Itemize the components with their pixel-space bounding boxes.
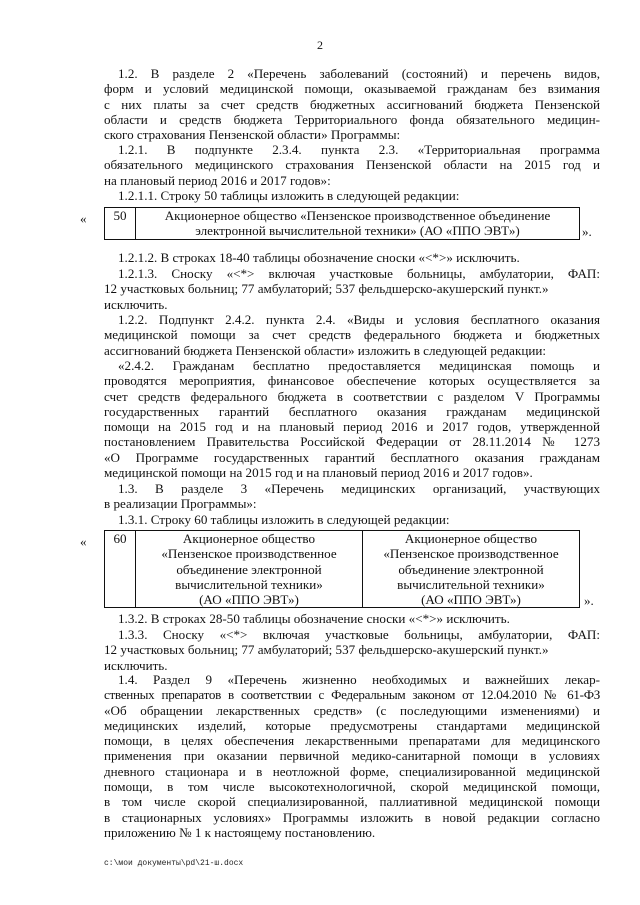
file-path-footer: c:\мои документы\pd\21-ш.docx xyxy=(104,859,244,868)
page-number: 2 xyxy=(317,38,323,52)
paragraph-1-3: 1.3. В разделе 3 «Перечень медицинских организаций, участвующих в реализации Программы»: xyxy=(104,481,600,512)
table-row-60: « 60 Акционерное общество «Пензенское производственное объединение электронной вычислительной техники» (АО «ППО ЭВТ») Акционерное общество «Пензенское производственное объединение электронной вычислительной техники» (АО «ППО ЭВТ») ». xyxy=(80,531,594,609)
organization-cell: Акционерное общество «Пензенское производственное объединение электронной вычислительной техники» (АО «ППО ЭВТ») xyxy=(136,208,580,240)
paragraph-1-2-1: 1.2.1. В подпункте 2.3.4. пункта 2.3. «Территориальная программа обязательного медицинского страхования Пензенской области на 2015 год и на плановый период 2016 и 2017 годов»: xyxy=(104,142,600,188)
row-number-cell: 50 xyxy=(105,208,136,240)
row-number-cell: 60 xyxy=(105,531,136,608)
paragraph-1-2-1-1: 1.2.1.1. Строку 50 таблицы изложить в следующей редакции: xyxy=(118,188,460,203)
organization-cell: Акционерное общество «Пензенское производственное объединение электронной вычислительной техники» (АО «ППО ЭВТ») xyxy=(363,531,580,608)
paragraph-1-2-1-3: 1.2.1.3. Сноску «<*> включая участковые больницы, амбулатории, ФАП: 12 участковых больниц; 77 амбулаторий; 537 фельдшерско-акушерский пункт.» исключить. xyxy=(104,266,600,312)
table-row-50: « 50 Акционерное общество «Пензенское производственное объединение электронной вычислительной техники» (АО «ППО ЭВТ») ». xyxy=(80,208,592,240)
paragraph-1-2-2: 1.2.2. Подпункт 2.4.2. пункта 2.4. «Виды и условия бесплатного оказания медицинской помощи за счет средств федерального бюджета и бюджетных ассигнований бюджета Пензенской области» изложить в следующей редакции: xyxy=(104,312,600,358)
organization-cell: Акционерное общество «Пензенское производственное объединение электронной вычислительной техники» (АО «ППО ЭВТ») xyxy=(136,531,363,608)
paragraph-1-2: 1.2. В разделе 2 «Перечень заболеваний (состояний) и перечень видов, форм и условий медицинской помощи, оказываемой гражданам без взимания с них платы за счет средств бюджетных ассигнований бюджета Пензенской области и средств бюджета Территориального фонда обязательного медицин- ского страхования Пензенской области» Программы: xyxy=(104,66,600,143)
paragraph-2-4-2: «2.4.2. Гражданам бесплатно предоставляется медицинская помощь и проводятся мероприятия, финансовое обеспечение которых осуществляется за счет средств федерального бюджета в соответствии с разделом V Программы государственных гарантий бесплатного оказания гражданам медицинской помощи на 2015 год и на плановый период 2016 и 2017 годов, утвержденной постановлением Правительства Российской Федерации от 28.11.2014 № 1273 «О Программе государственных гарантий бесплатного оказания гражданам медицинской помощи на 2015 год и на плановый период 2016 и 2017 годов». xyxy=(104,358,600,481)
paragraph-1-3-2: 1.3.2. В строках 28-50 таблицы обозначение сноски «<*>» исключить. xyxy=(118,611,510,626)
paragraph-1-2-1-2: 1.2.1.2. В строках 18-40 таблицы обозначение сноски «<*>» исключить. xyxy=(118,250,520,265)
paragraph-1-3-1: 1.3.1. Строку 60 таблицы изложить в следующей редакции: xyxy=(118,512,450,527)
paragraph-1-3-3: 1.3.3. Сноску «<*> включая участковые больницы, амбулатории, ФАП: 12 участковых больниц; 77 амбулаторий; 537 фельдшерско-акушерский пункт.» исключить. xyxy=(104,627,600,673)
paragraph-1-4: 1.4. Раздел 9 «Перечень жизненно необходимых и важнейших лекар- ственных препаратов в соответствии с Федеральным законом от 12.04.2010 № 61-ФЗ «Об обращении лекарственных средств» (с последующими изменениями) и медицинских изделий, которые предусмотрены стандартами медицинской помощи, в целях обеспечения лекарственными препаратами для медицинского применения при оказании первичной медико-санитарной помощи в условиях дневного стационара и в неотложной форме, специализированной медицинской помощи, в том числе высокотехнологичной, скорой медицинской помощи, в том числе скорой специализированной, паллиативной медицинской помощи в стационарных условиях» Программы изложить в новой редакции согласно приложению № 1 к настоящему постановлению. xyxy=(104,672,600,840)
